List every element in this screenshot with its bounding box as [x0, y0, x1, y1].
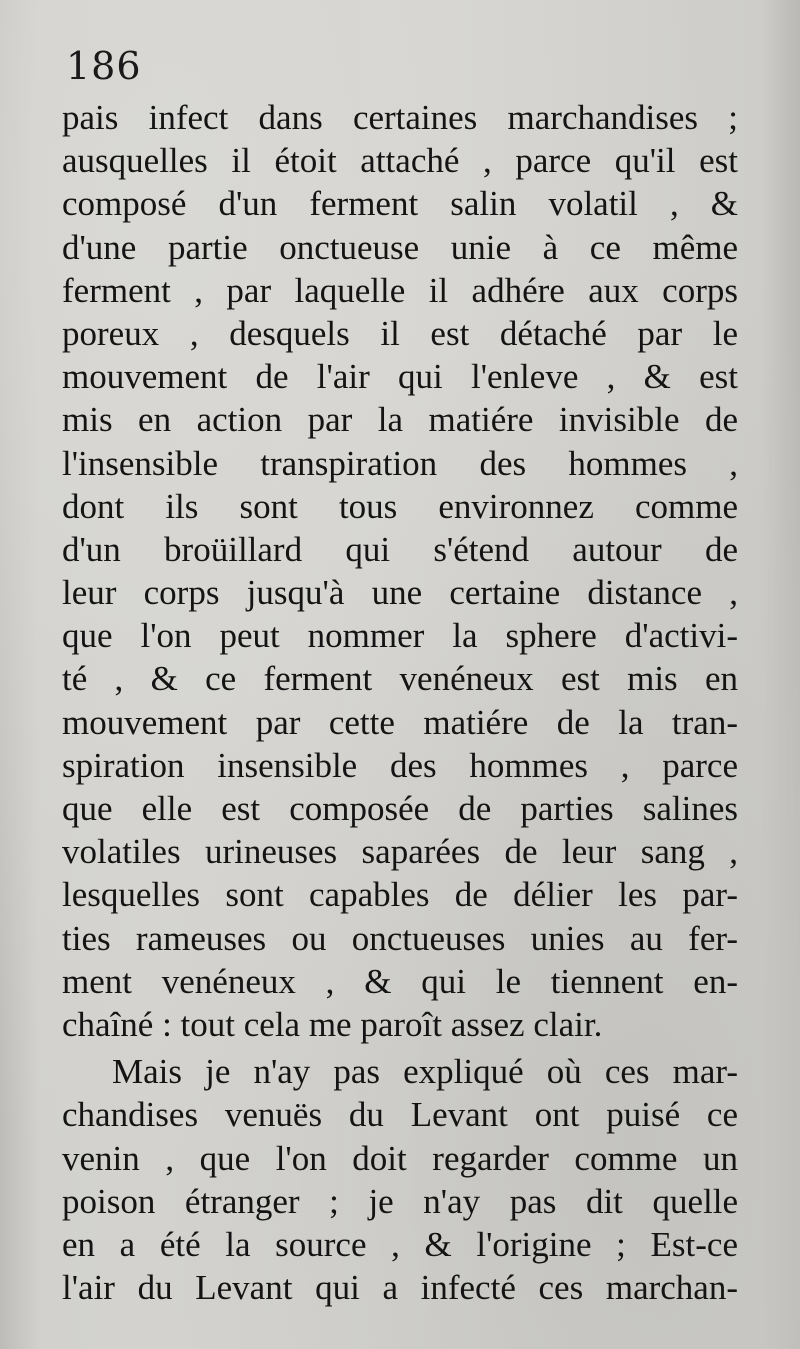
text-line: venin , que l'on doit regarder comme un	[62, 1138, 738, 1178]
text-line: leur corps jusqu'à une certaine distance ,	[62, 573, 738, 613]
text-line: en a été la source , & l'origine ; Est-ce	[62, 1224, 738, 1264]
text-line: mouvement par cette matiére de la tran-	[62, 702, 738, 742]
text-line: composé d'un ferment salin volatil , &	[62, 184, 738, 224]
paragraph-2	[62, 1050, 738, 1309]
paragraph-1	[62, 96, 738, 1046]
text-line: poison étranger ; je n'ay pas dit quelle	[62, 1181, 738, 1221]
text-line: spiration insensible des hommes , parce	[62, 745, 738, 785]
text-line: d'un broüillard qui s'étend autour de	[62, 529, 738, 569]
text-line: té , & ce ferment venéneux est mis en	[62, 659, 738, 699]
text-line: ferment , par laquelle il adhére aux corps	[62, 270, 738, 310]
text-line: d'une partie onctueuse unie à ce même	[62, 227, 738, 267]
text-line: Mais je n'ay pas expliqué où ces mar-	[112, 1052, 738, 1092]
text-line: lesquelles sont capables de délier les par-	[62, 875, 738, 915]
text-line: que l'on peut nommer la sphere d'activi-	[62, 616, 738, 656]
text-line: mis en action par la matiére invisible de	[62, 400, 738, 440]
text-line: que elle est composée de parties salines	[62, 789, 738, 828]
text-line: ment venéneux , & qui le tiennent en-	[62, 961, 738, 1001]
text-line: ausquelles il étoit attaché , parce qu'il est	[62, 141, 738, 181]
text-line: volatiles urineuses saparées de leur sang ,	[62, 832, 738, 872]
text-line: ties rameuses ou onctueuses unies au fer-	[62, 918, 738, 958]
text-line: l'insensible transpiration des hommes ,	[62, 443, 738, 483]
text-line: pais infect dans certaines marchandises ;	[62, 98, 738, 137]
body-text	[62, 96, 738, 1309]
text-line: l'air du Levant qui a infecté ces marchan-	[62, 1268, 738, 1308]
text-line: poreux , desquels il est détaché par le	[62, 313, 738, 353]
text-line: dont ils sont tous environnez comme	[62, 486, 738, 526]
page-number: 186	[66, 44, 142, 88]
text-line: chandises venuës du Levant ont puisé ce	[62, 1095, 738, 1135]
text-line: chaîné : tout cela me paroît assez clair.	[62, 1004, 603, 1044]
text-line: mouvement de l'air qui l'enleve , & est	[62, 357, 738, 397]
